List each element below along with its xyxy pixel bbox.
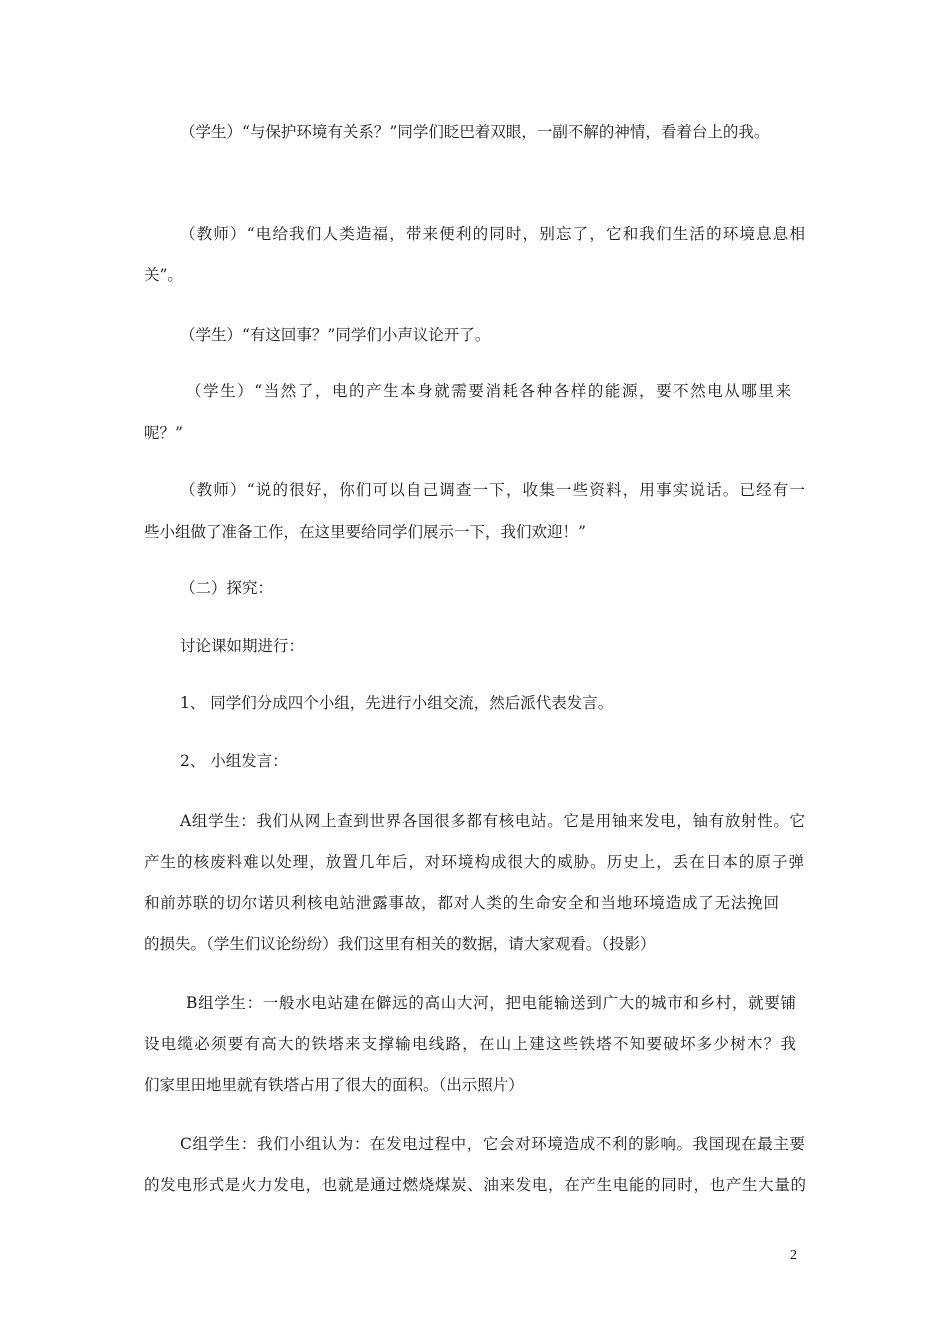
paragraph-line: 的发电形式是火力发电，也就是通过燃烧煤炭、油来发电，在产生电能的同时，也产生大量的 <box>144 1176 806 1194</box>
paragraph-line: 设电缆必须要有高大的铁塔来支撑输电线路，在山上建这些铁塔不知要破坏多少树木？我 <box>144 1035 796 1053</box>
paragraph-line: 产生的核废料难以处理，放置几年后，对环境构成很大的威胁。历史上，丢在日本的原子弹 <box>144 853 804 871</box>
paragraph-line: （学生）“有这回事？”同学们小声议论开了。 <box>180 326 491 344</box>
paragraph-line: 和前苏联的切尔诺贝利核电站泄露事故，都对人类的生命安全和当地环境造成了无法挽回 <box>144 894 779 912</box>
paragraph-line: 的损失。（学生们议论纷纷）我们这里有相关的数据，请大家观看。（投影） <box>144 935 656 953</box>
list-item: 2、 小组发言： <box>180 752 288 770</box>
paragraph-line: B组学生：一般水电站建在僻远的高山大河，把电能输送到广大的城市和乡村，就要铺 <box>186 994 796 1012</box>
paragraph-line: （教师）“说的很好，你们可以自己调查一下，收集一些资料，用事实说话。已经有一 <box>180 481 805 499</box>
paragraph-line: 讨论课如期进行： <box>180 637 305 655</box>
paragraph-line: A组学生：我们从网上查到世界各国很多都有核电站。它是用铀来发电，铀有放射性。它 <box>180 812 805 830</box>
list-item: 1、 同学们分成四个小组，先进行小组交流，然后派代表发言。 <box>180 694 614 712</box>
page-number: 2 <box>790 1248 797 1263</box>
section-heading: （二）探究： <box>180 579 274 597</box>
paragraph-line: （学生）“与保护环境有关系？”同学们眨巴着双眼，一副不解的神情，看着台上的我。 <box>180 123 770 141</box>
paragraph-line: 呢？” <box>144 424 183 442</box>
paragraph-line: 们家里田地里就有铁塔占用了很大的面积。（出示照片） <box>144 1076 524 1094</box>
paragraph-line: （学生）“当然了，电的产生本身就需要消耗各种各样的能源，要不然电从哪里来 <box>186 382 791 400</box>
paragraph-line: 关”。 <box>144 266 183 284</box>
paragraph-line: 些小组做了准备工作，在这里要给同学们展示一下，我们欢迎！” <box>144 523 586 541</box>
paragraph-line: C组学生：我们小组认为：在发电过程中，它会对环境造成不利的影响。我国现在最主要 <box>180 1135 805 1153</box>
paragraph-line: （教师）“电给我们人类造福，带来便利的同时，别忘了，它和我们生活的环境息息相 <box>180 225 805 243</box>
